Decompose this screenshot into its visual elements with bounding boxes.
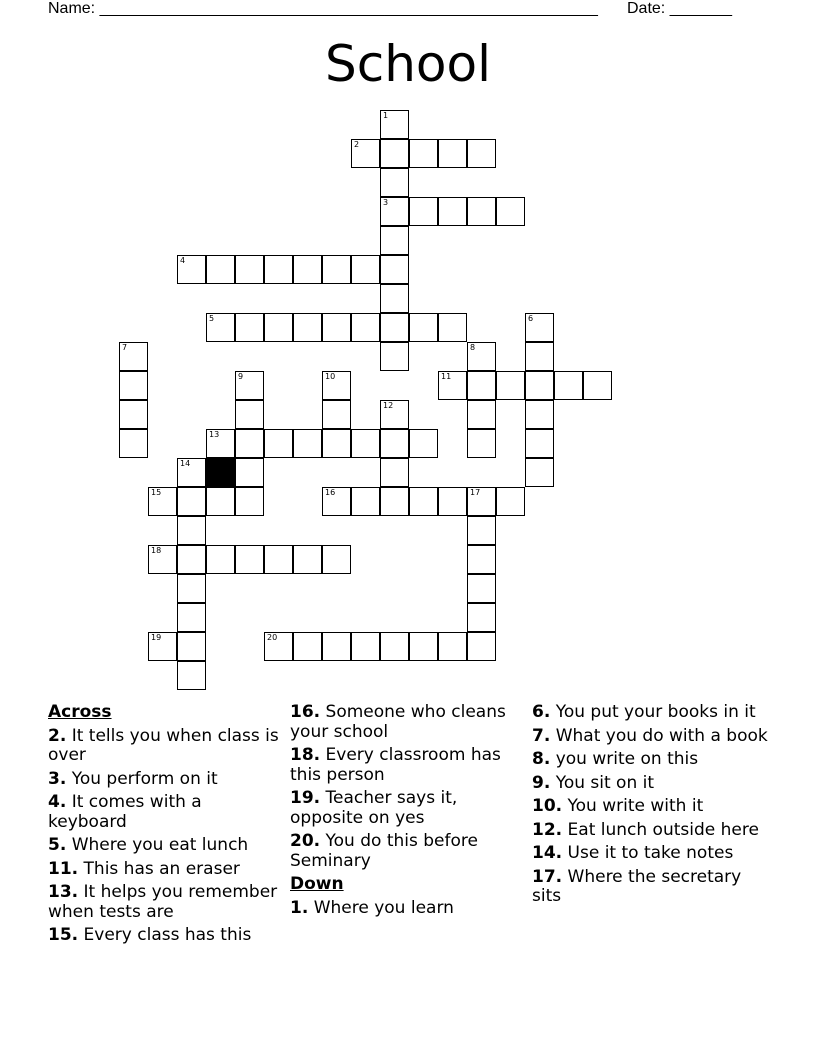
grid-cell[interactable]: [380, 487, 409, 516]
grid-cell[interactable]: [467, 400, 496, 429]
grid-cell[interactable]: [467, 603, 496, 632]
grid-cell[interactable]: [177, 516, 206, 545]
grid-cell[interactable]: [380, 168, 409, 197]
down-clue-list-continued: [532, 703, 768, 907]
grid-cell[interactable]: [583, 371, 612, 400]
down-clue-list: [290, 899, 526, 919]
grid-cell[interactable]: [380, 255, 409, 284]
black-cell: [206, 458, 235, 487]
clue-number: 20.: [290, 831, 321, 851]
clue-item: [532, 844, 768, 864]
clue-number: 3.: [48, 768, 67, 789]
clue-text: It tells you when class is over: [48, 725, 279, 765]
grid-cell[interactable]: [438, 371, 467, 400]
grid-cell[interactable]: [322, 371, 351, 400]
grid-cell[interactable]: [177, 458, 206, 487]
grid-cell[interactable]: [177, 574, 206, 603]
grid-cell[interactable]: [438, 139, 467, 168]
grid-cell[interactable]: [206, 255, 235, 284]
clue-text: Where you learn: [308, 897, 454, 918]
grid-cell[interactable]: [409, 313, 438, 342]
clue-number: 7.: [532, 725, 551, 746]
grid-cell[interactable]: [525, 371, 554, 400]
clue-item: [48, 860, 284, 880]
clue-number: 10: [325, 372, 336, 381]
grid-cell[interactable]: [177, 255, 206, 284]
clue-number: 1: [383, 111, 389, 120]
clues-column-2: [290, 703, 526, 922]
grid-cell[interactable]: [293, 429, 322, 458]
clue-text: You write with it: [562, 796, 704, 816]
grid-cell[interactable]: [351, 255, 380, 284]
grid-cell[interactable]: [380, 226, 409, 255]
grid-cell[interactable]: [380, 313, 409, 342]
clue-number: 16: [325, 488, 336, 497]
clue-item: [48, 926, 284, 946]
clue-number: 19.: [290, 788, 321, 808]
clue-item: [48, 770, 284, 790]
clue-text: It helps you remember when tests are: [48, 882, 278, 922]
clue-number: 15.: [48, 925, 79, 945]
clue-text: Teacher says it, opposite on yes: [290, 788, 458, 828]
grid-cell[interactable]: [525, 458, 554, 487]
grid-cell[interactable]: [322, 400, 351, 429]
grid-cell[interactable]: [264, 429, 293, 458]
clue-number: 6.: [532, 702, 551, 722]
clue-item: [532, 727, 768, 747]
grid-cell[interactable]: [554, 371, 583, 400]
grid-cell[interactable]: [293, 632, 322, 661]
grid-cell[interactable]: [235, 371, 264, 400]
clue-number: 6: [528, 314, 534, 323]
clue-item: [532, 821, 768, 841]
grid-cell[interactable]: [119, 429, 148, 458]
grid-cell[interactable]: [119, 400, 148, 429]
grid-cell[interactable]: [322, 632, 351, 661]
clue-number: 18.: [290, 745, 321, 765]
grid-cell[interactable]: [351, 313, 380, 342]
clue-number: 9.: [532, 772, 551, 793]
grid-cell[interactable]: [467, 516, 496, 545]
grid-cell[interactable]: [467, 342, 496, 371]
grid-cell[interactable]: [119, 371, 148, 400]
clues-column-1: [48, 703, 284, 950]
grid-cell[interactable]: [525, 429, 554, 458]
grid-cell[interactable]: [148, 545, 177, 574]
grid-cell[interactable]: [380, 429, 409, 458]
grid-cell[interactable]: [119, 342, 148, 371]
grid-cell[interactable]: [438, 632, 467, 661]
across-clue-list: [48, 727, 284, 946]
grid-cell[interactable]: [380, 342, 409, 371]
grid-cell[interactable]: [496, 197, 525, 226]
clue-item: [48, 836, 284, 856]
grid-cell[interactable]: [177, 545, 206, 574]
clue-text: Use it to take notes: [562, 843, 734, 863]
grid-cell[interactable]: [177, 603, 206, 632]
grid-cell[interactable]: [206, 545, 235, 574]
grid-cell[interactable]: [409, 139, 438, 168]
page-title: School: [325, 35, 491, 93]
clue-number: 13: [209, 430, 220, 439]
clue-number: 2: [354, 140, 360, 149]
grid-cell[interactable]: [525, 400, 554, 429]
grid-cell[interactable]: [351, 487, 380, 516]
grid-cell[interactable]: [438, 197, 467, 226]
grid-cell[interactable]: [235, 458, 264, 487]
clue-number: 12.: [532, 819, 563, 840]
clue-number: 13.: [48, 882, 79, 902]
grid-cell[interactable]: [496, 487, 525, 516]
grid-cell[interactable]: [409, 632, 438, 661]
clue-number: 8: [470, 343, 476, 352]
clue-item: [290, 899, 526, 919]
grid-cell[interactable]: [235, 255, 264, 284]
clue-number: 14.: [532, 843, 563, 863]
clue-number: 7: [122, 343, 128, 352]
grid-cell[interactable]: [467, 429, 496, 458]
grid-cell[interactable]: [177, 661, 206, 690]
clue-item: [48, 883, 284, 922]
grid-cell[interactable]: [438, 313, 467, 342]
clue-text: Someone who cleans your school: [290, 702, 506, 742]
clue-number: 12: [383, 401, 394, 410]
clue-item: [532, 868, 768, 907]
clue-number: 15: [151, 488, 162, 497]
grid-cell[interactable]: [206, 313, 235, 342]
clue-text: You put your books in it: [550, 702, 756, 722]
clue-number: 17: [470, 488, 481, 497]
clue-text: This has an eraser: [78, 858, 240, 879]
grid-cell[interactable]: [264, 632, 293, 661]
clue-number: 3: [383, 198, 389, 207]
grid-cell[interactable]: [235, 545, 264, 574]
grid-cell[interactable]: [322, 487, 351, 516]
clue-text: Every class has this: [78, 925, 252, 945]
grid-cell[interactable]: [380, 139, 409, 168]
clue-number: 4: [180, 256, 186, 265]
clue-text: You sit on it: [550, 772, 655, 793]
grid-cell[interactable]: [409, 197, 438, 226]
clue-number: 18: [151, 546, 162, 555]
grid-cell[interactable]: [467, 139, 496, 168]
grid-cell[interactable]: [206, 429, 235, 458]
clue-number: 19: [151, 633, 162, 642]
grid-cell[interactable]: [496, 371, 525, 400]
grid-cell[interactable]: [351, 139, 380, 168]
grid-cell[interactable]: [264, 313, 293, 342]
clue-item: [290, 703, 526, 742]
clue-number: 1.: [290, 897, 309, 918]
clue-text: You perform on it: [66, 768, 218, 789]
clue-text: you write on this: [550, 749, 699, 769]
grid-cell[interactable]: [467, 574, 496, 603]
grid-cell[interactable]: [322, 255, 351, 284]
clue-number: 11.: [48, 858, 79, 879]
grid-cell[interactable]: [235, 400, 264, 429]
clue-text: It comes with a keyboard: [48, 792, 202, 832]
clue-item: [290, 789, 526, 828]
clue-text: Every classroom has this person: [290, 745, 501, 785]
grid-cell[interactable]: [177, 632, 206, 661]
grid-cell[interactable]: [177, 487, 206, 516]
grid-cell[interactable]: [235, 487, 264, 516]
grid-cell[interactable]: [380, 400, 409, 429]
grid-cell[interactable]: [235, 429, 264, 458]
grid-cell[interactable]: [380, 197, 409, 226]
grid-cell[interactable]: [351, 429, 380, 458]
grid-cell[interactable]: [264, 545, 293, 574]
date-field-label[interactable]: Date: _______: [627, 0, 732, 17]
grid-cell[interactable]: [235, 313, 264, 342]
grid-cell[interactable]: [438, 487, 467, 516]
clue-number: 5: [209, 314, 215, 323]
grid-cell[interactable]: [293, 313, 322, 342]
grid-cell[interactable]: [206, 487, 235, 516]
grid-cell[interactable]: [467, 545, 496, 574]
grid-cell[interactable]: [525, 342, 554, 371]
clue-text: Where the secretary sits: [532, 866, 742, 906]
clue-number: 11: [441, 372, 452, 381]
grid-cell[interactable]: [409, 429, 438, 458]
grid-cell[interactable]: [380, 458, 409, 487]
name-field-label[interactable]: Name: ________________________________________________________: [48, 0, 598, 17]
clue-number: 9: [238, 372, 244, 381]
grid-cell[interactable]: [467, 487, 496, 516]
clue-number: 2.: [48, 725, 67, 746]
grid-cell[interactable]: [148, 632, 177, 661]
clue-number: 20: [267, 633, 278, 642]
grid-cell[interactable]: [380, 110, 409, 139]
clue-item: [48, 727, 284, 766]
grid-cell[interactable]: [467, 197, 496, 226]
clue-number: 16.: [290, 702, 321, 722]
clue-number: 14: [180, 459, 191, 468]
clue-number: 10.: [532, 796, 563, 816]
clue-number: 5.: [48, 835, 67, 855]
clue-text: Eat lunch outside here: [562, 819, 759, 840]
across-heading: Across: [48, 702, 112, 722]
clue-text: You do this before Seminary: [290, 831, 478, 871]
grid-cell[interactable]: [380, 632, 409, 661]
clue-item: [48, 793, 284, 832]
grid-cell[interactable]: [264, 255, 293, 284]
grid-cell[interactable]: [467, 632, 496, 661]
clues-column-3: [532, 703, 768, 911]
grid-cell[interactable]: [322, 313, 351, 342]
clue-item: [532, 774, 768, 794]
clue-item: [290, 746, 526, 785]
clue-item: [532, 703, 768, 723]
grid-cell[interactable]: [380, 284, 409, 313]
grid-cell[interactable]: [293, 255, 322, 284]
grid-cell[interactable]: [409, 487, 438, 516]
clue-item: [532, 797, 768, 817]
clue-number: 4.: [48, 792, 67, 812]
clue-number: 8.: [532, 749, 551, 769]
grid-cell[interactable]: [148, 487, 177, 516]
grid-cell[interactable]: [322, 429, 351, 458]
grid-cell[interactable]: [351, 632, 380, 661]
clue-text: Where you eat lunch: [66, 835, 249, 855]
grid-cell[interactable]: [293, 545, 322, 574]
grid-cell[interactable]: [322, 545, 351, 574]
grid-cell[interactable]: [525, 313, 554, 342]
across-clue-list-continued: [290, 703, 526, 871]
down-heading: Down: [290, 874, 344, 894]
grid-cell[interactable]: [467, 371, 496, 400]
clue-text: What you do with a book: [550, 725, 768, 746]
clue-number: 17.: [532, 866, 563, 887]
clue-item: [290, 832, 526, 871]
clue-item: [532, 750, 768, 770]
